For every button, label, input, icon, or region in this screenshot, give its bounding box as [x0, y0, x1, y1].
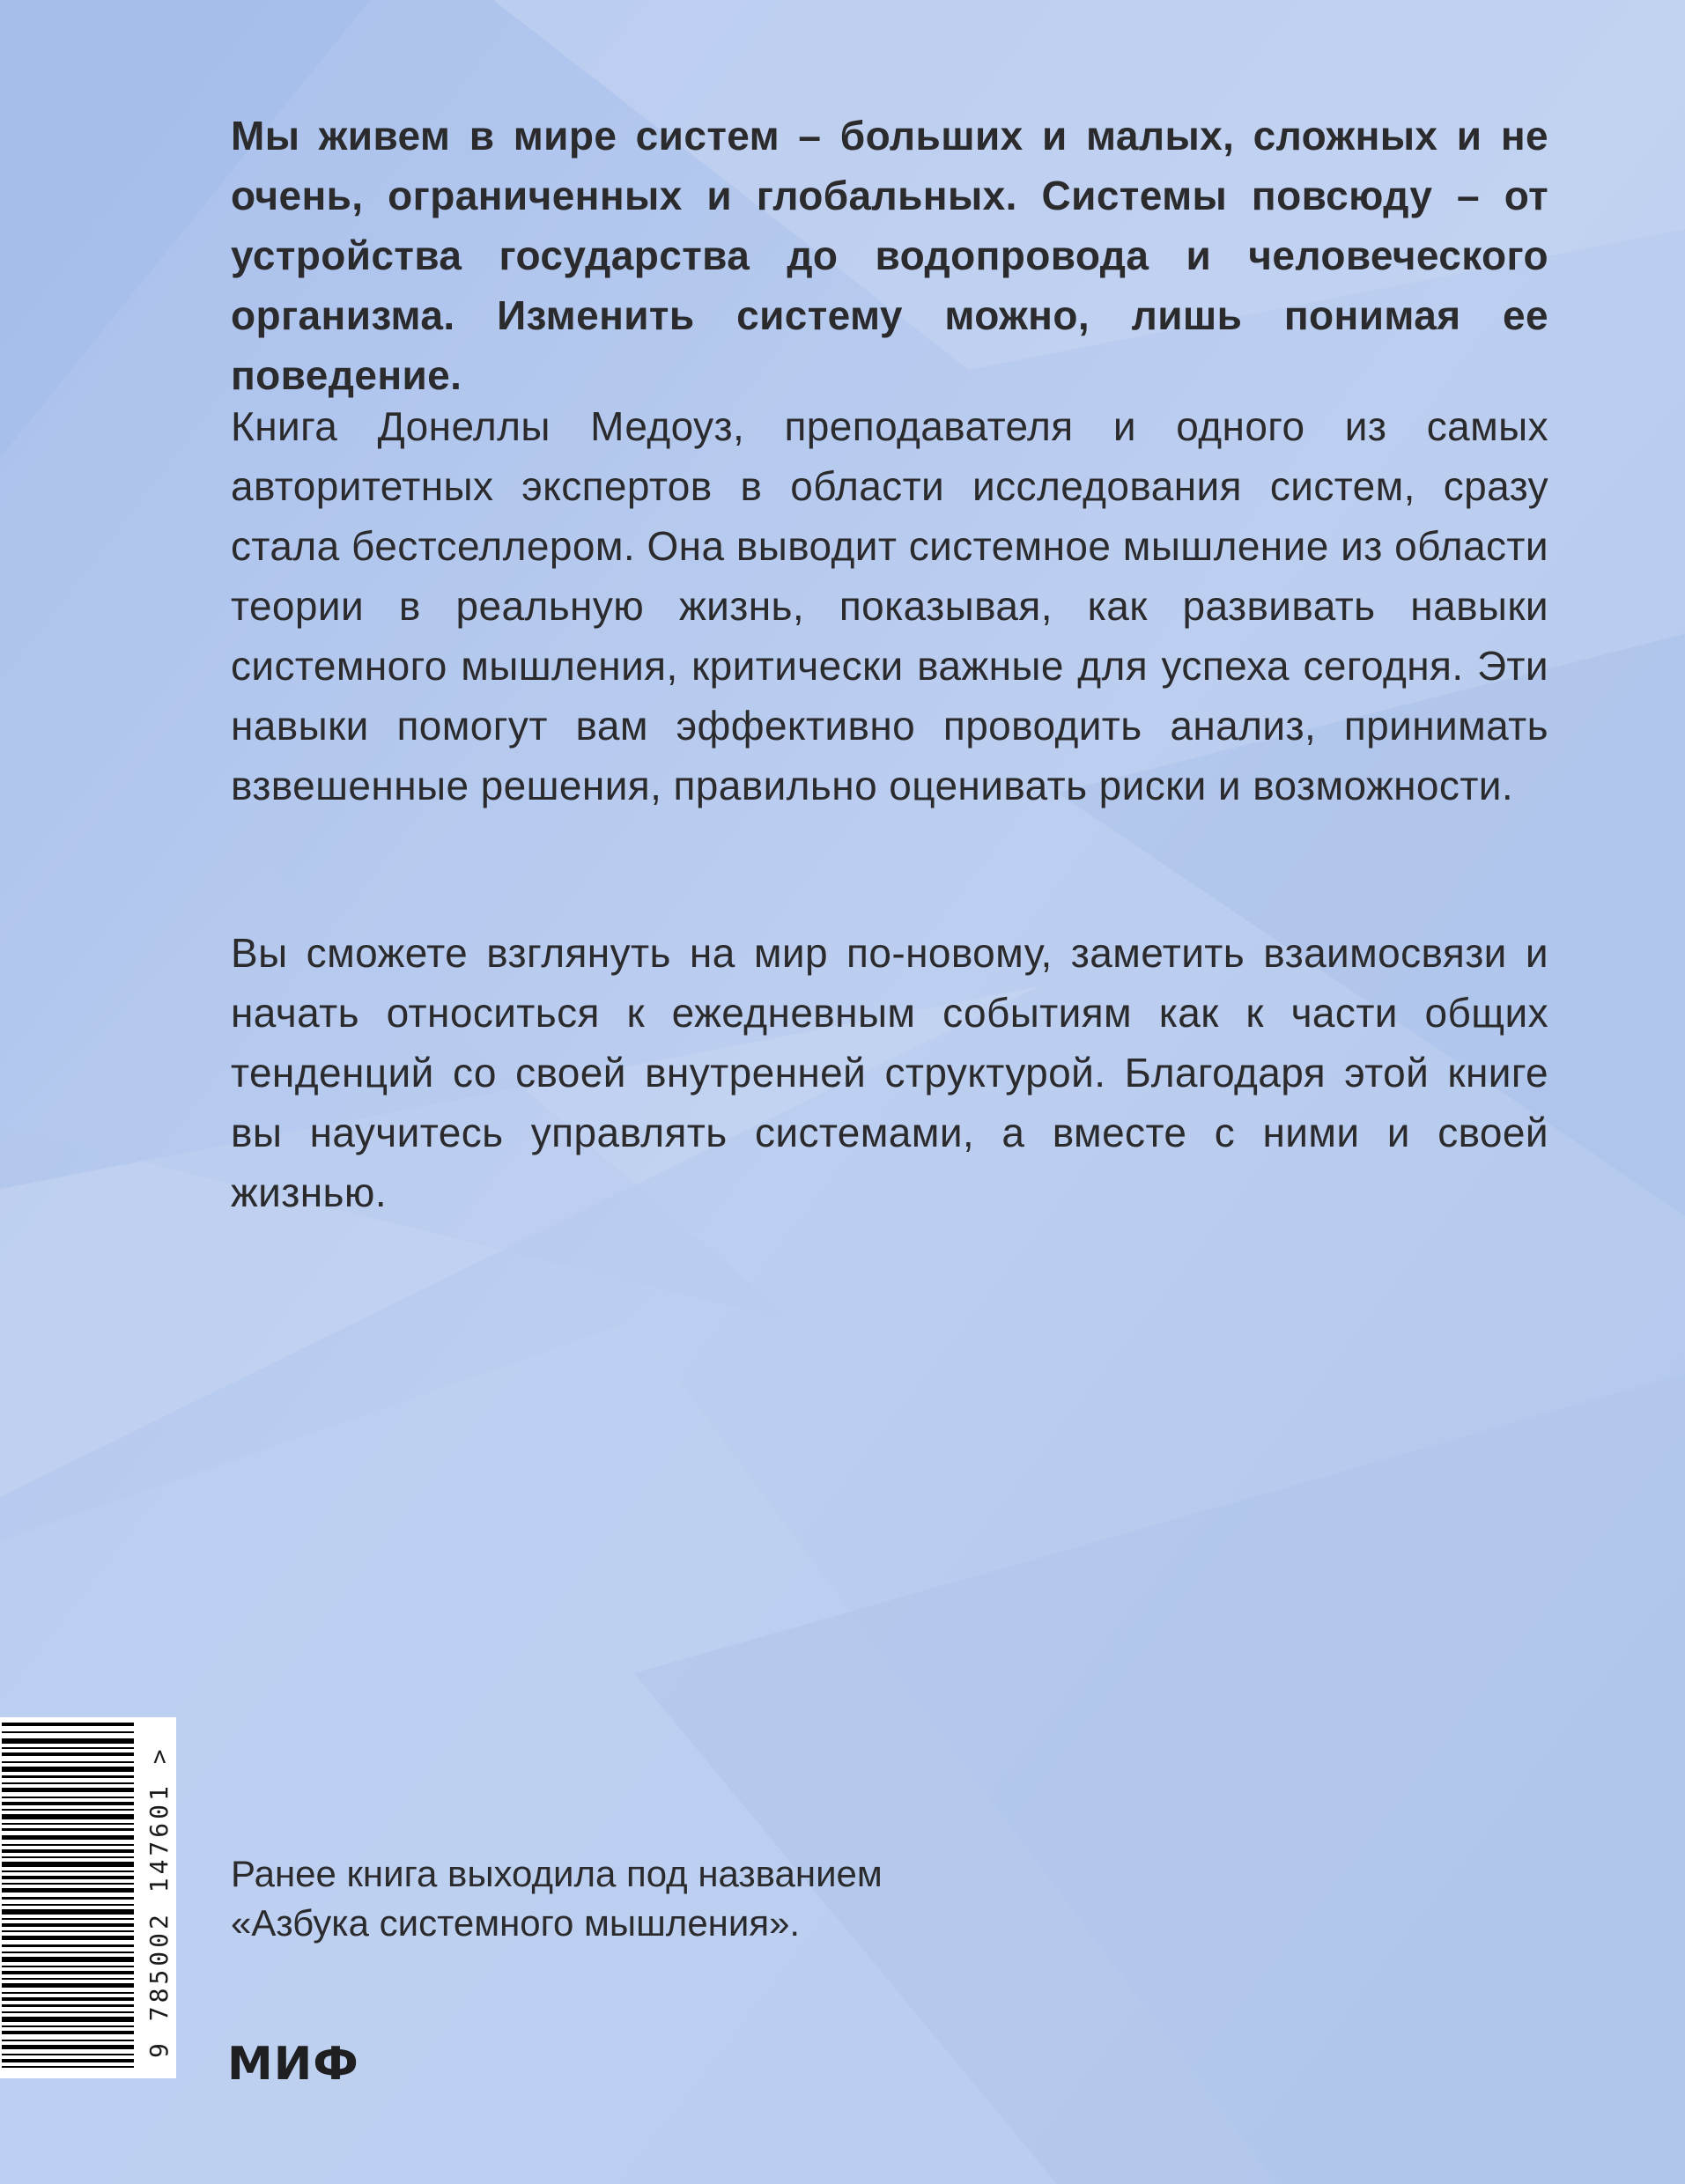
- lead-paragraph: Мы живем в мире систем – больших и малых, сложных и не очень, ограниченных и глобальных. Системы повсюду – от устройства государства до водопровода и человеческого организма. Изменить систему можно, лишь понимая ее поведение.: [231, 113, 1548, 398]
- barcode-bars: [0, 1717, 141, 2078]
- previous-title-note: [231, 1849, 1112, 1948]
- description-paragraph-2: Вы сможете взглянуть на мир по-новому, заметить взаимосвязи и начать относиться к ежедневным событиям как к части общих тенденций со своей внутренней структурой. Благодаря этой книге вы научитесь управлять системами, а вместе с ними и своей жизнью.: [231, 930, 1548, 1215]
- barcode-digits: 9 785002 147601 >: [144, 1745, 174, 2059]
- publisher-logo: МИФ: [227, 2038, 359, 2091]
- description-paragraph-1: Книга Донеллы Медоуз, преподавателя и одного из самых авторитетных экспертов в области исследования систем, сразу стала бестселлером. Она выводит системное мышление из области теории в реальную жизнь, показывая, как развивать навыки системного мышления, критически важные для успеха сегодня. Эти навыки помогут вам эффективно проводить анализ, принимать взвешенные решения, правильно оценивать риски и возможности.: [231, 403, 1548, 808]
- previous-title-note-line2: «Азбука системного мышления».: [231, 1902, 801, 1944]
- previous-title-note-line1: Ранее книга выходила под названием: [231, 1853, 883, 1894]
